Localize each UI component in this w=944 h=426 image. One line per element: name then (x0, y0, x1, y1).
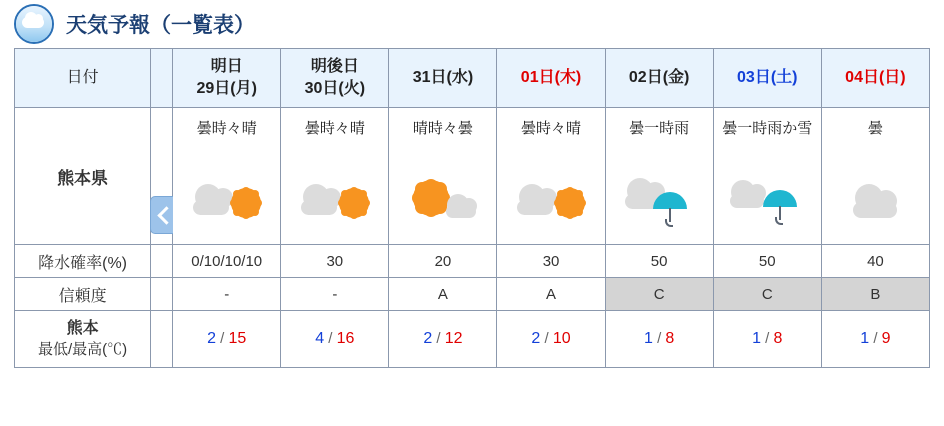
page-header (0, 0, 944, 46)
weather-text-5: 曇一時雨か雪 (722, 120, 813, 137)
temp-cell-2 (389, 311, 497, 368)
temp-max-1: 16 (336, 330, 355, 347)
weather-text-0: 曇時々晴 (196, 120, 257, 137)
cloud-sun-icon-0 (173, 172, 280, 230)
temp-label-main: 熊本 (66, 319, 99, 337)
date-value-5: 03日(土) (737, 69, 798, 87)
confidence-cell-0: - (173, 278, 281, 311)
temp-cell-1 (281, 311, 389, 368)
temp-min-2: 2 (423, 330, 433, 347)
row-label-rain: 降水確率(%) (15, 245, 151, 278)
temp-separator-2: / (436, 330, 445, 347)
sun-cloud-icon-2 (389, 172, 496, 230)
temp-min-4: 1 (643, 330, 653, 347)
table-row-temperature (15, 311, 930, 368)
row-label-date: 日付 (15, 49, 151, 108)
weather-cell-5 (713, 108, 821, 245)
rain-cell-0: 0/10/10/10 (173, 245, 281, 278)
weather-cell-4 (605, 108, 713, 245)
temp-label-sub: 最低/最高(℃) (37, 340, 128, 358)
confidence-cell-3: A (497, 278, 605, 311)
weather-text-3: 曇時々晴 (521, 120, 582, 137)
cloud-sun-icon-1 (281, 172, 388, 230)
nav-cell (151, 108, 173, 245)
rain-cell-4: 50 (605, 245, 713, 278)
forecast-table-wrap (14, 48, 930, 368)
temp-cell-0 (173, 311, 281, 368)
temp-max-4: 8 (665, 330, 675, 347)
weather-cell-1 (281, 108, 389, 245)
table-row-confidence (15, 278, 930, 311)
weather-text-2: 晴時々曇 (412, 120, 473, 137)
weather-cell-0 (173, 108, 281, 245)
table-row-date (15, 49, 930, 108)
temp-min-3: 2 (531, 330, 541, 347)
temp-min-1: 4 (315, 330, 325, 347)
date-header-cell-1 (281, 49, 389, 108)
date-value-1: 30日(火) (304, 80, 366, 97)
cloud-sun-icon-3 (497, 172, 604, 230)
temp-separator-6: / (873, 330, 882, 347)
weather-text-1: 曇時々晴 (304, 120, 365, 137)
row-label-temperature (15, 311, 151, 368)
temp-cell-4 (605, 311, 713, 368)
date-header-cell-3 (497, 49, 605, 108)
date-relative-1: 明後日 (310, 58, 359, 76)
temp-max-5: 8 (773, 330, 783, 347)
cloud-rain-icon-4 (606, 172, 713, 230)
rain-cell-6: 40 (821, 245, 929, 278)
date-header-cell-4 (605, 49, 713, 108)
date-header-cell-2 (389, 49, 497, 108)
weather-text-6: 曇 (867, 120, 883, 137)
temp-cell-3 (497, 311, 605, 368)
date-value-0: 29日(月) (196, 80, 257, 97)
date-value-3: 01日(木) (520, 69, 582, 87)
temp-separator-3: / (544, 330, 553, 347)
table-row-weather (15, 108, 930, 245)
date-header-cell-6 (821, 49, 929, 108)
weather-cell-6 (821, 108, 929, 245)
date-header-cell-0 (173, 49, 281, 108)
confidence-cell-1: - (281, 278, 389, 311)
weather-text-4: 曇一時雨 (629, 120, 690, 137)
weather-cell-2 (389, 108, 497, 245)
temp-separator-0: / (220, 330, 229, 347)
spacer-cell-conf (151, 278, 173, 311)
temp-min-6: 1 (860, 330, 870, 347)
temp-cell-5 (713, 311, 821, 368)
confidence-cell-6: B (821, 278, 929, 311)
weather-cloud-sun-icon (14, 4, 54, 44)
rain-cell-5: 50 (713, 245, 821, 278)
temp-max-6: 9 (881, 330, 891, 347)
temp-separator-1: / (328, 330, 337, 347)
forecast-table (14, 48, 930, 368)
rain-cell-3: 30 (497, 245, 605, 278)
temp-separator-4: / (657, 330, 666, 347)
row-label-area: 熊本県 (15, 108, 151, 245)
confidence-cell-4: C (605, 278, 713, 311)
weather-cell-3 (497, 108, 605, 245)
confidence-cell-2: A (389, 278, 497, 311)
temp-max-3: 10 (552, 330, 571, 347)
row-label-confidence: 信頼度 (15, 278, 151, 311)
table-row-rain (15, 245, 930, 278)
spacer-cell-rain (151, 245, 173, 278)
temp-max-2: 12 (444, 330, 463, 347)
page-title: 天気予報（一覧表） (66, 14, 255, 37)
confidence-cell-5: C (713, 278, 821, 311)
cloud-rain-snow-icon-5 (714, 172, 821, 230)
date-header-cell-5 (713, 49, 821, 108)
spacer-cell (151, 49, 173, 108)
cloud-icon-6 (822, 172, 929, 230)
rain-cell-1: 30 (281, 245, 389, 278)
date-value-2: 31日(水) (412, 69, 474, 87)
rain-cell-2: 20 (389, 245, 497, 278)
date-value-6: 04日(日) (845, 69, 906, 87)
date-value-4: 02日(金) (628, 69, 690, 87)
temp-separator-5: / (765, 330, 774, 347)
temp-max-0: 15 (228, 330, 247, 347)
temp-min-5: 1 (752, 330, 761, 347)
temp-cell-6 (821, 311, 929, 368)
date-relative-0: 明日 (210, 58, 243, 76)
temp-min-0: 2 (207, 330, 216, 347)
spacer-cell-temp (151, 311, 173, 368)
